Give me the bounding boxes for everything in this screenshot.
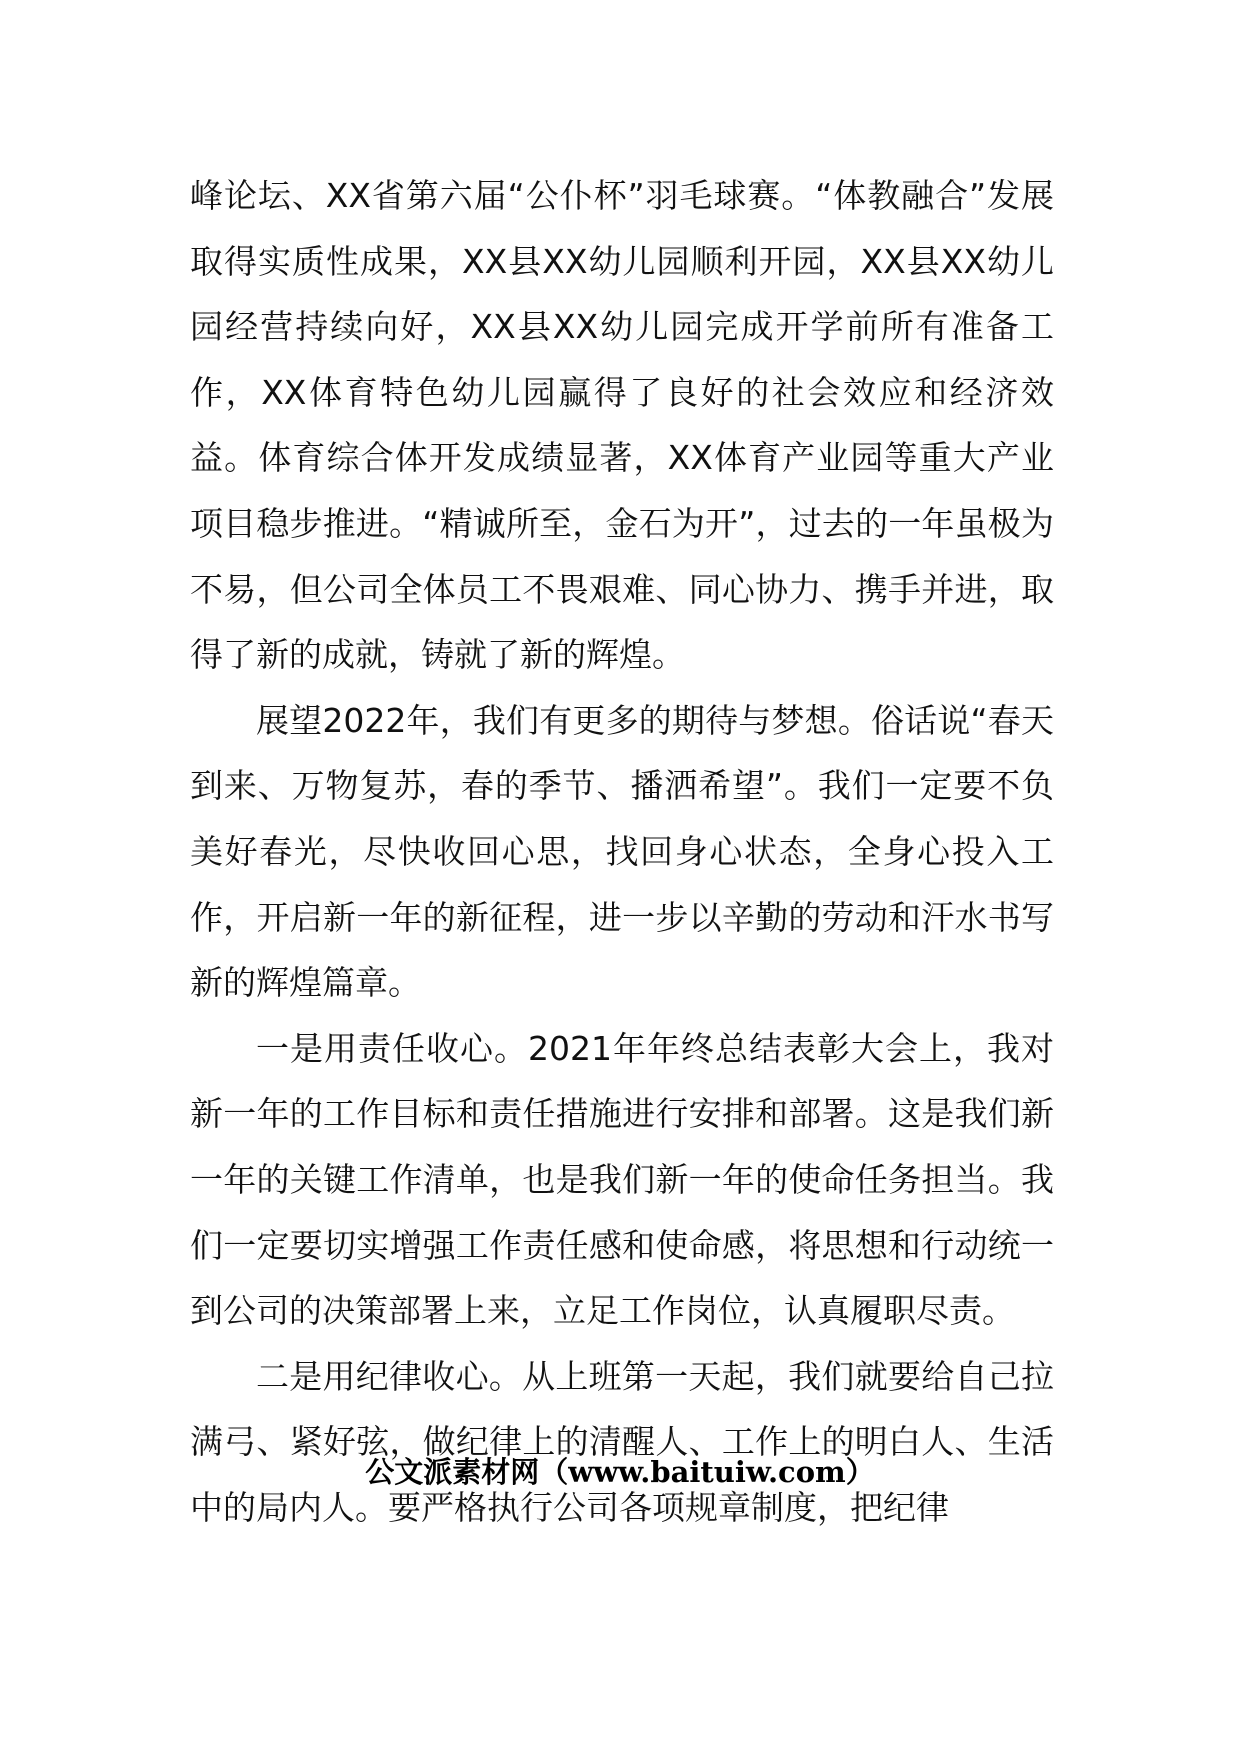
document-body [190,163,1054,1540]
footer-watermark: 公文派素材网（www.baituiw.com） [365,1455,875,1489]
paragraph-discipline: 二是用纪律收心。从上班第一天起，我们就要给自己拉满弓、紧好弦，做纪律上的清醒人、工作上的明白人、生活中的局内人。要严格执行公司各项规章制度，把纪律 [190,1356,1054,1527]
paragraph-responsibility: 一是用责任收心。2021年年终总结表彰大会上，我对新一年的工作目标和责任措施进行安排和部署。这是我们新一年的关键工作清单，也是我们新一年的使命任务担当。我们一定要切实增强工作责任感和使命感，将思想和行动统一到公司的决策部署上来，立足工作岗位，认真履职尽责。 [190,1028,1054,1331]
paragraph-outlook-2022: 展望2022年，我们有更多的期待与梦想。俗话说“春天到来、万物复苏，春的季节、播洒希望”。我们一定要不负美好春光，尽快收回心思，找回身心状态，全身心投入工作，开启新一年的新征程，进一步以辛勤的劳动和汗水书写新的辉煌篇章。 [190,700,1054,1003]
paragraph-continuation: 峰论坛、XX省第六届“公仆杯”羽毛球赛。“体教融合”发展取得实质性成果，XX县XX幼儿园顺利开园，XX县XX幼儿园经营持续向好，XX县XX幼儿园完成开学前所有准备工作，XX体育特色幼儿园赢得了良好的社会效应和经济效益。体育综合体开发成绩显著，XX体育产业园等重大产业项目稳步推进。“精诚所至，金石为开”，过去的一年虽极为不易，但公司全体员工不畏艰难、同心协力、携手并进，取得了新的成就，铸就了新的辉煌。 [190,176,1054,675]
